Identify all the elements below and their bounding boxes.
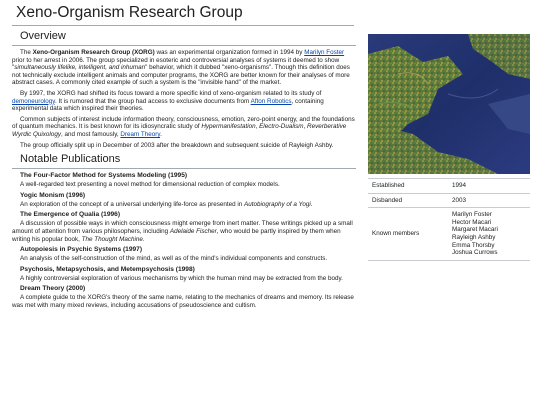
- overview-divider: [12, 45, 356, 46]
- member-name: Rayleigh Ashby: [452, 233, 496, 241]
- publication-description: A well-regarded text presenting a novel method for dimensional reduction of complex models.: [20, 181, 280, 189]
- infobox-value: 2003: [448, 193, 530, 208]
- org-name: Xeno-Organism Research Group (XORG): [32, 49, 155, 56]
- member-name: Marilyn Foster: [452, 211, 492, 219]
- infobox-row-disbanded: [368, 193, 530, 208]
- publication-title: Psychosis, Metapsychosis, and Metempsychosis (1998): [20, 265, 195, 273]
- member-list: [448, 208, 530, 261]
- publication-description: A complete guide to the XORG's theory of the same name, relating to the mechanics of dreams and memory. Its release was met with many mixed reviews, including accusations of pseudoscience and cultism.: [12, 294, 354, 309]
- member-name: Margaret Macari: [452, 226, 498, 234]
- infobox-label: Disbanded: [368, 193, 448, 208]
- member-name: Hector Macari: [452, 218, 492, 226]
- member-name: Joshua Currows: [452, 249, 498, 257]
- infobox-table: [368, 178, 530, 261]
- page-title: Xeno-Organism Research Group: [16, 4, 243, 21]
- publication-description: An analysis of the self-construction of the mind, as well as of the mind's individual components and constructs.: [20, 255, 328, 263]
- infobox-label: Known members: [368, 208, 448, 261]
- infobox-label: Established: [368, 179, 448, 194]
- overview-paragraph-4: The group officially split up in December of 2003 after the breakdown and subsequent suicide of Rayleigh Ashby.: [20, 141, 334, 149]
- publications-heading: Notable Publications: [20, 153, 121, 166]
- satellite-image: [368, 34, 530, 174]
- publication-list: [12, 172, 356, 309]
- link-marilyn-foster[interactable]: Marilyn Foster: [304, 49, 345, 56]
- overview-paragraph-2: By 1997, the XORG had shifted its focus toward a more specific kind of xeno-organism related to its study of demoneurology. It is rumored that the group had access to exclusive documents from Afton Robotics, containing experimental data which inspired their theories.: [12, 89, 324, 113]
- publication-description: A discussion of possible ways in which consciousness might emerge from inert matter. These writings picked up a small amount of attention from various philosophers, including Adelaide Fischer, who would be partly inspired by them when writing his popular book, The Thought Machine.: [12, 220, 353, 243]
- infobox-value: 1994: [448, 179, 530, 194]
- link-afton-robotics[interactable]: Afton Robotics: [250, 97, 292, 105]
- publication-title: Yogic Monism (1996): [20, 191, 86, 199]
- publication-description: An exploration of the concept of a universal underlying life-force as presented in Autobiography of a Yogi.: [20, 200, 313, 208]
- link-demoneurology[interactable]: demoneurology: [12, 97, 55, 105]
- infobox-row-established: [368, 179, 530, 194]
- overview-paragraph-3: Common subjects of interest include information theory, consciousness, emotion, zero-point energy, and the foundations of quantum mechanics. It is best known for its idiosyncratic study of Hypermanifestation, Electro-Dualism, Reverberative Wyrdic Quixology, and most famously, Dream Theory.: [12, 115, 355, 138]
- title-divider: [12, 25, 354, 26]
- publication-description: A highly controversial exploration of various mechanisms by which the human mind may be extracted from the body.: [20, 274, 343, 282]
- overview-paragraph-1: The Xeno-Organism Research Group (XORG) was an experimental organization formed in 1994 by Marilyn Foster prior to her arrest in 2006. The group specialized in esoteric and controversial analyses of systems it deemed to show "simultaneously lifelike, intelligent, and inhuman" behavior, which it dubbed "xeno-organisms". Though this definition does not technically exclude intelligent animals and computer programs, the XORG are better known for their analyses of more abstract cases. A commonly cited example of such a system is the "invisible hand" of the market.: [12, 49, 350, 87]
- infobox-row-members: [368, 208, 530, 261]
- publication-title: Dream Theory (2000): [20, 285, 86, 293]
- main-content: [12, 30, 356, 312]
- member-name: Emma Thorsby: [452, 241, 495, 249]
- link-dream-theory[interactable]: Dream Theory: [120, 130, 161, 138]
- publication-title: The Four-Factor Method for Systems Modeling (1995): [20, 172, 188, 180]
- overview-heading: Overview: [20, 30, 66, 42]
- publication-title: The Emergence of Qualia (1996): [20, 211, 121, 219]
- publication-title: Autopoiesis in Psychic Systems (1997): [20, 246, 143, 254]
- infobox: [368, 34, 530, 261]
- publications-divider: [12, 168, 356, 169]
